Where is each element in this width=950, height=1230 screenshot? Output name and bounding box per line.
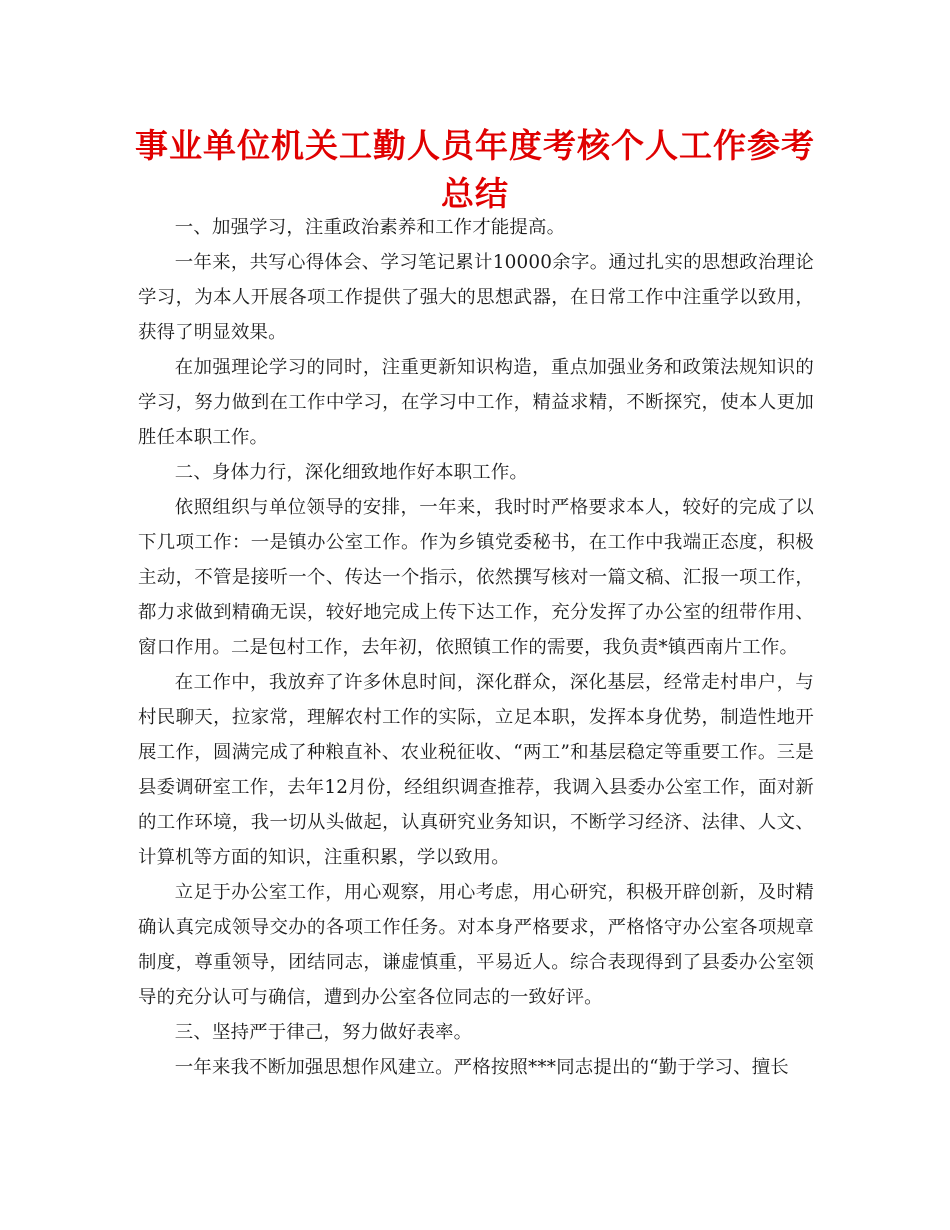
section-heading-2: 二、身体力行，深化细致地作好本职工作。 bbox=[174, 462, 529, 483]
paragraph: 一年来，共写心得体会、学习笔记累计10000余字。通过扎实的思想政治理论学习，为本人开展各项工作提供了强大的思想武器，在日常工作中注重学以致用，获得了明显效果。 bbox=[138, 252, 814, 343]
paragraph: 依照组织与单位领导的安排，一年来，我时时严格要求本人，较好的完成了以下几项工作：一是镇办公室工作。作为乡镇党委秘书，在工作中我端正态度，积极主动，不管是接听一个、传达一个指示，依然撰写核对一篇文稿、汇报一项工作，都力求做到精确无误，较好地完成上传下达工作，充分发挥了办公室的纽带作用、窗口作用。二是包村工作，去年初，依照镇工作的需要，我负责*镇西南片工作。 bbox=[138, 497, 814, 658]
section-heading-3: 三、坚持严于律己，努力做好表率。 bbox=[174, 1022, 473, 1043]
document-title: 事业单位机关工勤人员年度考核个人工作参考总结 bbox=[135, 126, 815, 213]
paragraph: 立足于办公室工作，用心观察，用心考虑，用心研究，积极开辟创新，及时精确认真完成领导交办的各项工作任务。对本身严格要求，严格恪守办公室各项规章制度，尊重领导，团结同志，谦虚慎重，平易近人。综合表现得到了县委办公室领导的充分认可与确信，遭到办公室各位同志的一致好评。 bbox=[138, 882, 814, 1008]
paragraph: 一年来我不断加强思想作风建立。严格按照***同志提出的“勤于学习、擅长 bbox=[174, 1057, 789, 1078]
paragraph: 在工作中，我放弃了许多休息时间，深化群众，深化基层，经常走村串户，与村民聊天，拉家常，理解农村工作的实际，立足本职，发挥本身优势，制造性地开展工作，圆满完成了种粮直补、农业税征收、“两工”和基层稳定等重要工作。三是县委调研室工作，去年12月份，经组织调查推荐，我调入县委办公室工作，面对新的工作环境，我一切从头做起，认真研究业务知识，不断学习经济、法律、人文、计算机等方面的知识，注重积累，学以致用。 bbox=[138, 672, 814, 868]
section-heading-1: 一、加强学习，注重政治素养和工作才能提高。 bbox=[174, 217, 566, 238]
paragraph: 在加强理论学习的同时，注重更新知识构造，重点加强业务和政策法规知识的学习，努力做到在工作中学习，在学习中工作，精益求精，不断探究，使本人更加胜任本职工作。 bbox=[138, 357, 814, 448]
document-body bbox=[138, 210, 814, 1085]
